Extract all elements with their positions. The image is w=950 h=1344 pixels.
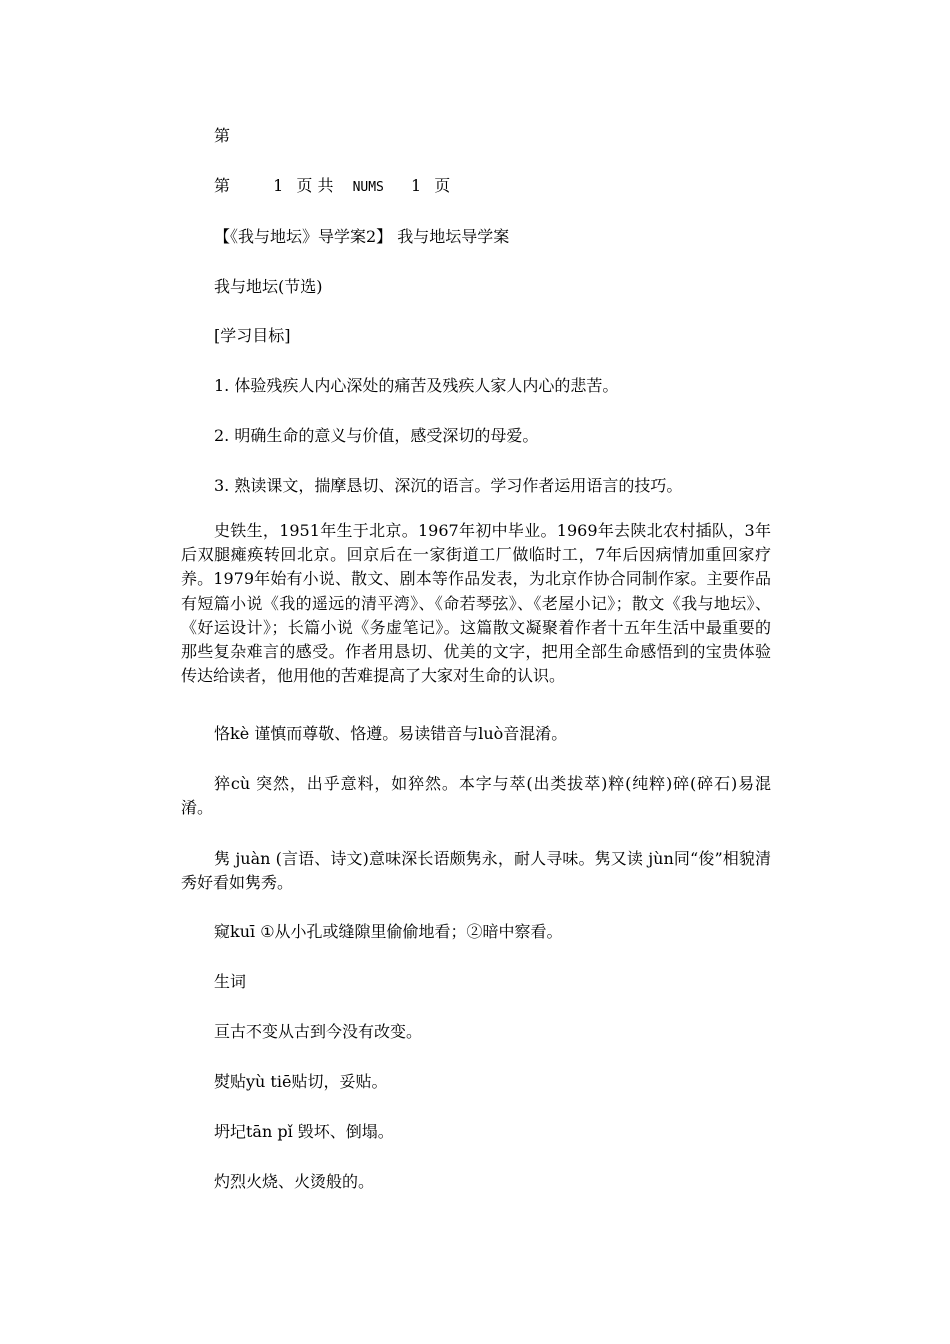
- objective-item: 1. 体验残疾人内心深处的痛苦及残疾人家人内心的悲苦。: [214, 376, 619, 395]
- page-end: 页: [434, 176, 451, 195]
- page-mid: 页 共: [296, 176, 334, 195]
- vocab-item: 坍圮tān pǐ 毁坏、倒塌。: [214, 1122, 394, 1141]
- vocab-item: 熨贴yù tiē贴切，妥贴。: [214, 1072, 388, 1091]
- page-number-line: [214, 174, 450, 200]
- vocab-item: 灼烈火烧、火烫般的。: [214, 1172, 375, 1191]
- page-total-placeholder: NUMS: [352, 180, 384, 195]
- header-word: 第: [214, 126, 231, 145]
- objectives-heading: [学习目标]: [214, 326, 291, 345]
- doc-subtitle: 我与地坛(节选): [214, 277, 323, 296]
- page-label-start: 第: [214, 176, 231, 195]
- objective-item: 2. 明确生命的意义与价值，感受深切的母爱。: [214, 426, 539, 445]
- char-note: 猝cù 突然，出乎意料，如猝然。本字与萃(出类拔萃)粹(纯粹)碎(碎石)易混淆。: [181, 774, 771, 818]
- page-current: 1: [273, 176, 284, 195]
- doc-title: 【《我与地坛》导学案2】 我与地坛导学案: [214, 227, 510, 246]
- page-total: 1: [410, 176, 422, 195]
- char-note: 恪kè 谨慎而尊敬、恪遵。易读错音与luò音混淆。: [214, 724, 568, 743]
- char-note: 窥kuī ①从小孔或缝隙里偷偷地看；②暗中察看。: [214, 922, 563, 941]
- vocab-item: 亘古不变从古到今没有改变。: [214, 1022, 423, 1041]
- author-intro: 史铁生，1951年生于北京。1967年初中毕业。1969年去陕北农村插队，3年后双腿瘫痪转回北京。回京后在一家街道工厂做临时工，7年后因病情加重回家疗养。1979年始有小说、散文、剧本等作品发表，为北京作协合同制作家。主要作品有短篇小说《我的遥远的清平湾》、《命若琴弦》、《老屋小记》；散文《我与地坛》、《好运设计》；长篇小说《务虚笔记》。这篇散文凝聚着作者十五年生活中最重要的那些复杂难言的感受。作者用恳切、优美的文字，把用全部生命感悟到的宝贵体验传达给读者，他用他的苦难提高了大家对生命的认识。: [181, 521, 771, 686]
- vocab-heading: 生词: [214, 972, 247, 991]
- char-note: 隽 juàn (言语、诗文)意味深长语颇隽永，耐人寻味。隽又读 jùn同“俊”相貌清秀好看如隽秀。: [181, 849, 771, 893]
- objective-item: 3. 熟读课文，揣摩恳切、深沉的语言。学习作者运用语言的技巧。: [214, 476, 683, 495]
